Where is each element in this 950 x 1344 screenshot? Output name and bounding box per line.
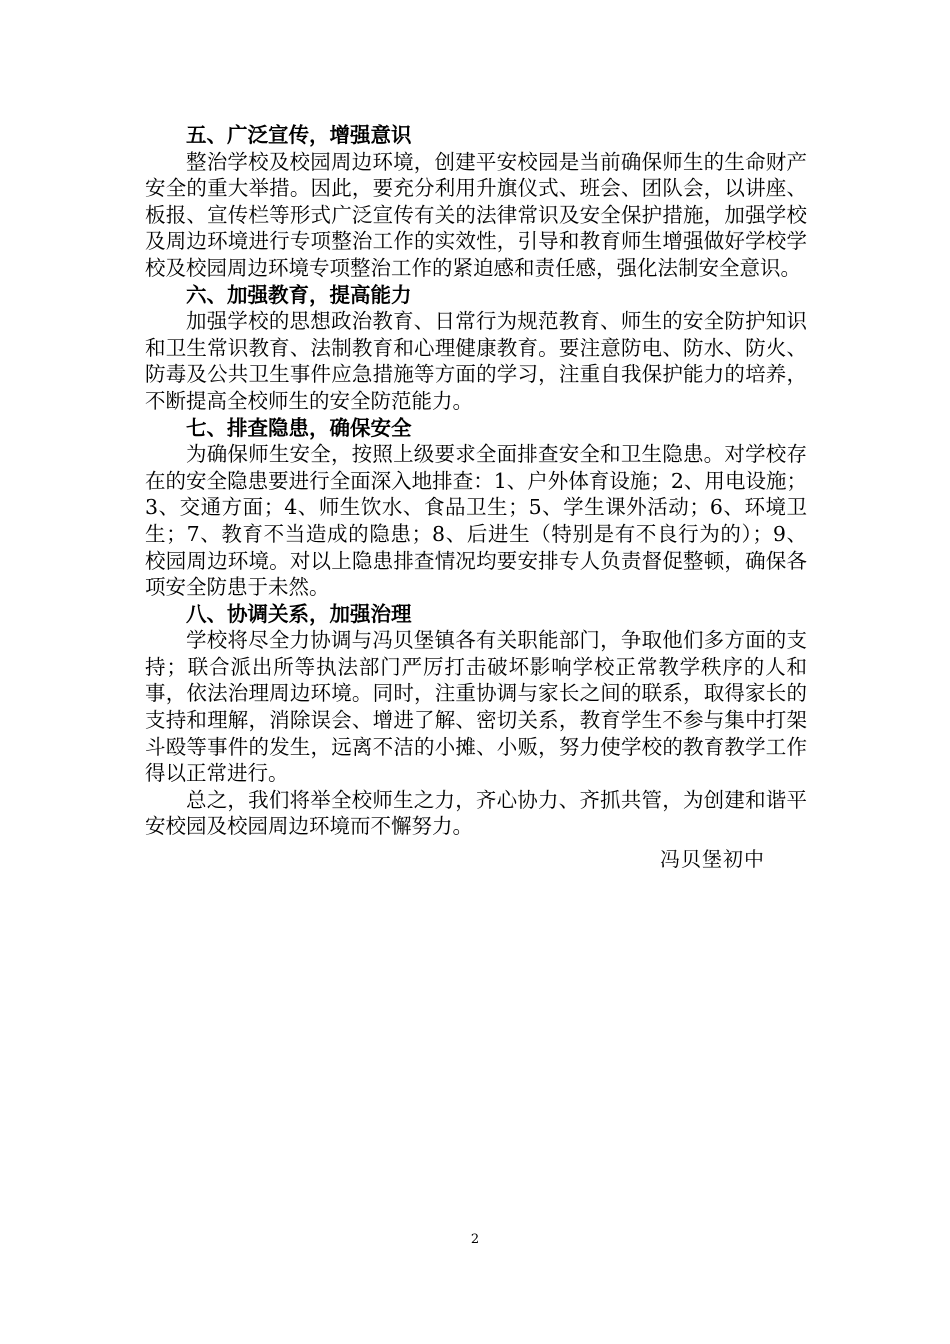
body-paragraph: 整治学校及校园周边环境，创建平安校园是当前确保师生的生命财产安全的重大举措。因此，要充分利用升旗仪式、班会、团队会，以讲座、板报、宣传栏等形式广泛宣传有关的法律常识及安全保护措施，加强学校及周边环境进行专项整治工作的实效性，引导和教育师生增强做好学校学校及校园周边环境专项整治工作的紧迫感和责任感，强化法制安全意识。: [145, 149, 807, 280]
page-number: 2: [470, 1232, 480, 1247]
signature-school-name: 冯贝堡初中: [660, 847, 765, 871]
section-heading-publicity: 五、广泛宣传，增强意识: [186, 123, 412, 147]
conclusion-paragraph: 总之，我们将举全校师生之力，齐心协力、齐抓共管，为创建和谐平安校园及校园周边环境而不懈努力。: [145, 787, 807, 839]
section-heading-coordination: 八、协调关系，加强治理: [186, 601, 412, 626]
section-heading-hazard-check: 七、排查隐患，确保安全: [186, 415, 412, 440]
body-paragraph: 加强学校的思想政治教育、日常行为规范教育、师生的安全防护知识和卫生常识教育、法制教育和心理健康教育。要注意防电、防水、防火、防毒及公共卫生事件应急措施等方面的学习，注重自我保护能力的培养，不断提高全校师生的安全防范能力。: [145, 309, 807, 413]
section-heading-education: 六、加强教育，提高能力: [186, 282, 412, 307]
body-paragraph: 学校将尽全力协调与冯贝堡镇各有关职能部门，争取他们多方面的支持；联合派出所等执法部门严厉打击破坏影响学校正常教学秩序的人和事，依法治理周边环境。同时，注重协调与家长之间的联系，取得家长的支持和理解，消除误会、增进了解、密切关系，教育学生不参与集中打架斗殴等事件的发生，远离不洁的小摊、小贩，努力使学校的教育教学工作得以正常进行。: [145, 628, 807, 786]
document-body: [145, 122, 807, 840]
body-paragraph: 为确保师生安全，按照上级要求全面排查安全和卫生隐患。对学校存在的安全隐患要进行全面深入地排查：1、户外体育设施；2、用电设施；3、交通方面；4、师生饮水、食品卫生；5、学生课外活动；6、环境卫生；7、教育不当造成的隐患；8、后进生（特别是有不良行为的）；9、校园周边环境。对以上隐患排查情况均要安排专人负责督促整顿，确保各项安全防患于未然。: [145, 442, 807, 600]
